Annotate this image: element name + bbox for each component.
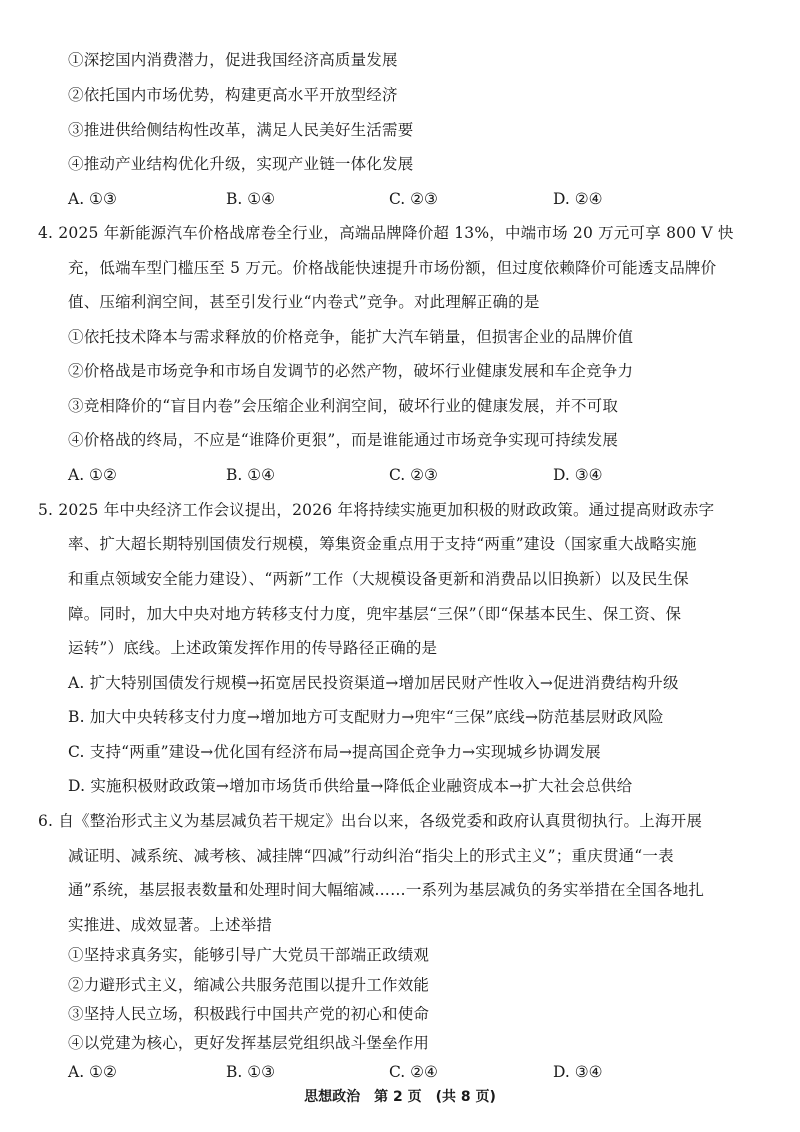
q4-option-a: A. ①② xyxy=(68,466,117,484)
q6-item-4: ④以党建为核心，更好发挥基层党组织战斗堡垒作用 xyxy=(68,1034,430,1052)
q4-stem-line-2: 充，低端车型门槛压至 5 万元。价格战能快速提升市场份额，但过度依赖降价可能透支品牌价 xyxy=(68,259,717,277)
q5-option-d: D. 实施积极财政政策→增加市场货币供给量→降低企业融资成本→扩大社会总供给 xyxy=(68,777,633,795)
q6-stem-line-4: 实推进、成效显著。上述举措 xyxy=(68,916,273,934)
q4-item-4: ④价格战的终局，不应是“谁降价更狠”，而是谁能通过市场竞争实现可持续发展 xyxy=(68,431,619,449)
q6-stem-line-1: 6. 自《整治形式主义为基层减负若干规定》出台以来，各级党委和政府认真贯彻执行。上海开展 xyxy=(38,812,703,830)
q3-item-1: ①深挖国内消费潜力，促进我国经济高质量发展 xyxy=(68,51,398,69)
q4-stem-line-3: 值、压缩利润空间，甚至引发行业“内卷式”竞争。对此理解正确的是 xyxy=(68,293,540,311)
q5-stem-line-4: 障。同时，加大中央对地方转移支付力度，兜牢基层“三保”（即“保基本民生、保工资、保 xyxy=(68,605,682,623)
q5-option-a: A. 扩大特别国债发行规模→拓宽居民投资渠道→增加居民财产性收入→促进消费结构升级 xyxy=(68,674,679,692)
q5-stem-line-2: 率、扩大超长期特别国债发行规模，筹集资金重点用于支持“两重”建设（国家重大战略实施 xyxy=(68,535,697,553)
q3-option-c: C. ②③ xyxy=(389,190,438,208)
q4-item-2: ②价格战是市场竞争和市场自发调节的必然产物，破坏行业健康发展和车企竞争力 xyxy=(68,362,634,380)
q6-option-c: C. ②④ xyxy=(389,1063,438,1081)
page-footer: 思想政治 第 2 页 (共 8 页) xyxy=(304,1089,496,1105)
q5-option-b: B. 加大中央转移支付力度→增加地方可支配财力→兜牢“三保”底线→防范基层财政风险 xyxy=(68,708,664,726)
q6-option-b: B. ①③ xyxy=(226,1063,276,1081)
q3-options xyxy=(68,189,728,209)
q6-item-2: ②力避形式主义，缩减公共服务范围以提升工作效能 xyxy=(68,976,430,994)
q3-option-b: B. ①④ xyxy=(226,190,276,208)
q5-stem-line-1: 5. 2025 年中央经济工作会议提出，2026 年将持续实施更加积极的财政政策。通过提高财政赤字 xyxy=(38,501,715,519)
q4-option-b: B. ①④ xyxy=(226,466,276,484)
q4-stem-line-1: 4. 2025 年新能源汽车价格战席卷全行业，高端品牌降价超 13%，中端市场 20 万元可享 800 V 快 xyxy=(38,224,734,242)
q3-item-2: ②依托国内市场优势，构建更高水平开放型经济 xyxy=(68,86,398,104)
q3-item-4: ④推动产业结构优化升级，实现产业链一体化发展 xyxy=(68,155,414,173)
q6-item-1: ①坚持求真务实，能够引导广大党员干部端正政绩观 xyxy=(68,946,430,964)
q6-option-d: D. ③④ xyxy=(553,1063,603,1081)
q4-option-c: C. ②③ xyxy=(389,466,438,484)
q4-item-1: ①依托技术降本与需求释放的价格竞争，能扩大汽车销量，但损害企业的品牌价值 xyxy=(68,328,634,346)
q6-item-3: ③坚持人民立场，积极践行中国共产党的初心和使命 xyxy=(68,1005,430,1023)
q4-option-d: D. ③④ xyxy=(553,466,603,484)
q4-options xyxy=(68,465,728,485)
q6-option-a: A. ①② xyxy=(68,1063,117,1081)
q4-item-3: ③竞相降价的“盲目内卷”会压缩企业利润空间，破坏行业的健康发展，并不可取 xyxy=(68,397,619,415)
q6-stem-line-3: 通”系统，基层报表数量和处理时间大幅缩减……一系列为基层减负的务实举措在全国各地扎 xyxy=(68,881,705,899)
q3-item-3: ③推进供给侧结构性改革，满足人民美好生活需要 xyxy=(68,121,414,139)
q6-options xyxy=(68,1062,728,1082)
q5-stem-line-3: 和重点领域安全能力建设）、“两新”工作（大规模设备更新和消费品以旧换新）以及民生保 xyxy=(68,570,689,588)
q5-stem-line-5: 运转”）底线。上述政策发挥作用的传导路径正确的是 xyxy=(68,639,438,657)
q3-option-a: A. ①③ xyxy=(68,190,117,208)
q3-option-d: D. ②④ xyxy=(553,190,603,208)
q6-stem-line-2: 减证明、减系统、减考核、减挂牌“四减”行动纠治“指尖上的形式主义”；重庆贯通“一表 xyxy=(68,847,674,865)
q5-option-c: C. 支持“两重”建设→优化国有经济布局→提高国企竞争力→实现城乡协调发展 xyxy=(68,743,601,761)
